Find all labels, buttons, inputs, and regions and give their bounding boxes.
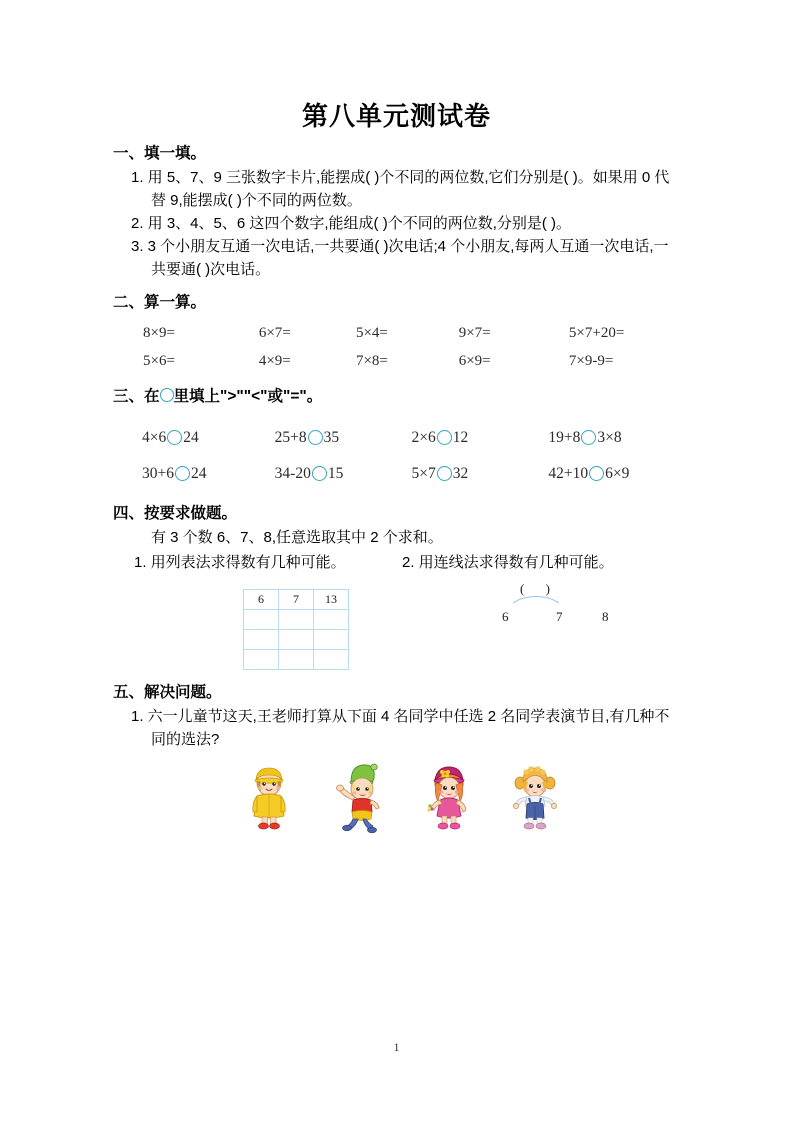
table-cell[interactable]: 13: [314, 589, 349, 609]
question-1-2: 2. 用 3、4、5、6 这四个数字,能组成( )个不同的两位数,分别是( )。: [131, 215, 572, 233]
kid-pink-beret: [421, 762, 477, 834]
question-1-3: 3. 3 个小朋友互通一次电话,一共要通( )次电话;4 个小朋友,每两人互通一次电话,一共要通( )次电话。: [131, 237, 669, 278]
section-4-subitems: [113, 552, 681, 575]
compare-right: 12: [452, 428, 469, 446]
arithmetic-cell: 9×7=: [458, 324, 491, 341]
link-answer-blank[interactable]: ( ): [520, 580, 559, 596]
circle-blank[interactable]: [437, 430, 452, 445]
compare-left: 2×6: [411, 428, 436, 446]
arithmetic-cell: 5×7+20=: [568, 324, 625, 341]
arithmetic-cell: 7×8=: [355, 352, 388, 369]
section-heading-2: 二、算一算。: [113, 294, 207, 312]
section-4-sub-1: 1. 用列表法求得数有几种可能。: [134, 554, 346, 572]
table-cell[interactable]: 7: [279, 589, 314, 609]
section-4-prompt: 有 3 个数 6、7、8,任意选取其中 2 个求和。: [151, 529, 443, 547]
comparison-item: [548, 465, 681, 483]
link-number: 7: [556, 608, 563, 624]
table-cell[interactable]: 6: [244, 589, 279, 609]
comparison-row: [142, 456, 681, 492]
page-title: 第八单元测试卷: [301, 101, 491, 131]
link-diagram[interactable]: [498, 581, 658, 645]
circle-blank[interactable]: [589, 466, 604, 481]
table-cell[interactable]: [314, 629, 349, 649]
comparison-item: [412, 429, 549, 447]
arithmetic-grid: [113, 320, 681, 376]
page-number: 1: [393, 1040, 400, 1054]
circle-blank[interactable]: [581, 430, 596, 445]
circle-blank[interactable]: [312, 466, 327, 481]
table-cell[interactable]: [244, 629, 279, 649]
kid-green-hat: [333, 762, 389, 834]
circle-blank[interactable]: [175, 466, 190, 481]
circle-blank[interactable]: [437, 466, 452, 481]
table-cell[interactable]: [314, 609, 349, 629]
compare-right: 15: [327, 464, 344, 482]
section-4-sub-2: 2. 用连线法求得数有几种可能。: [402, 554, 614, 572]
compare-left: 5×7: [411, 464, 436, 482]
arithmetic-row: [143, 348, 681, 376]
table-row: [244, 589, 349, 609]
table-row: [244, 649, 349, 669]
circle-blank[interactable]: [167, 430, 182, 445]
comparison-item: [275, 429, 412, 447]
circle-icon: [160, 388, 174, 402]
section-heading-4: 四、按要求做题。: [113, 504, 238, 522]
table-cell[interactable]: [279, 629, 314, 649]
comparison-item: [275, 465, 412, 483]
table-cell[interactable]: [314, 649, 349, 669]
table-cell[interactable]: [279, 609, 314, 629]
section-heading-3: [113, 386, 681, 408]
arithmetic-cell: 5×6=: [143, 352, 175, 369]
arithmetic-cell: 6×7=: [258, 324, 291, 341]
table-cell[interactable]: [244, 649, 279, 669]
section-4-figures: [113, 581, 681, 676]
compare-right: 24: [191, 464, 207, 482]
comparison-item: [548, 429, 681, 447]
table-cell[interactable]: [244, 609, 279, 629]
question-1-1: 1. 用 5、7、9 三张数字卡片,能摆成( )个不同的两位数,它们分别是( )。如果用 0 代替 9,能摆成( )个不同的两位数。: [131, 169, 670, 210]
student-illustrations: [113, 762, 681, 842]
arithmetic-cell: 4×9=: [258, 352, 291, 369]
section-heading-3-suffix: 里填上">""<"或"="。: [173, 388, 323, 406]
worksheet-content: [113, 143, 681, 842]
table-cell[interactable]: [279, 649, 314, 669]
answer-table[interactable]: [243, 589, 349, 670]
table-row: [244, 629, 349, 649]
compare-right: 6×9: [605, 464, 630, 482]
section-heading-3-prefix: 三、在: [113, 388, 160, 406]
comparison-item: [412, 465, 549, 483]
compare-right: 35: [323, 428, 340, 446]
arithmetic-cell: 8×9=: [143, 324, 175, 341]
comparison-item: [142, 429, 275, 447]
question-5-1: 1. 六一儿童节这天,王老师打算从下面 4 名同学中任选 2 名同学表演节目,有几种不同的选法?: [131, 708, 670, 749]
link-number: 6: [502, 608, 509, 624]
compare-right: 3×8: [597, 428, 622, 446]
table-row: [244, 609, 349, 629]
comparison-row: [142, 420, 681, 456]
compare-left: 30+6: [142, 464, 174, 482]
comparison-item: [142, 465, 275, 483]
compare-right: 32: [452, 464, 469, 482]
compare-left: 4×6: [142, 428, 167, 446]
section-heading-5: 五、解决问题。: [113, 683, 222, 701]
compare-left: 25+8: [274, 428, 307, 446]
compare-left: 42+10: [548, 464, 589, 482]
circle-blank[interactable]: [308, 430, 323, 445]
kid-blue-overalls: [507, 762, 563, 834]
arithmetic-row: [143, 320, 681, 348]
arithmetic-cell: 5×4=: [355, 324, 388, 341]
compare-left: 34-20: [274, 464, 311, 482]
compare-right: 24: [183, 428, 199, 446]
comparison-grid: [113, 420, 681, 492]
arithmetic-cell: 7×9-9=: [568, 352, 614, 369]
arithmetic-cell: 6×9=: [458, 352, 491, 369]
link-number: 8: [602, 608, 609, 624]
section-heading-1: 一、填一填。: [113, 145, 207, 162]
compare-left: 19+8: [548, 428, 581, 446]
kid-yellow-raincoat: [241, 762, 297, 834]
